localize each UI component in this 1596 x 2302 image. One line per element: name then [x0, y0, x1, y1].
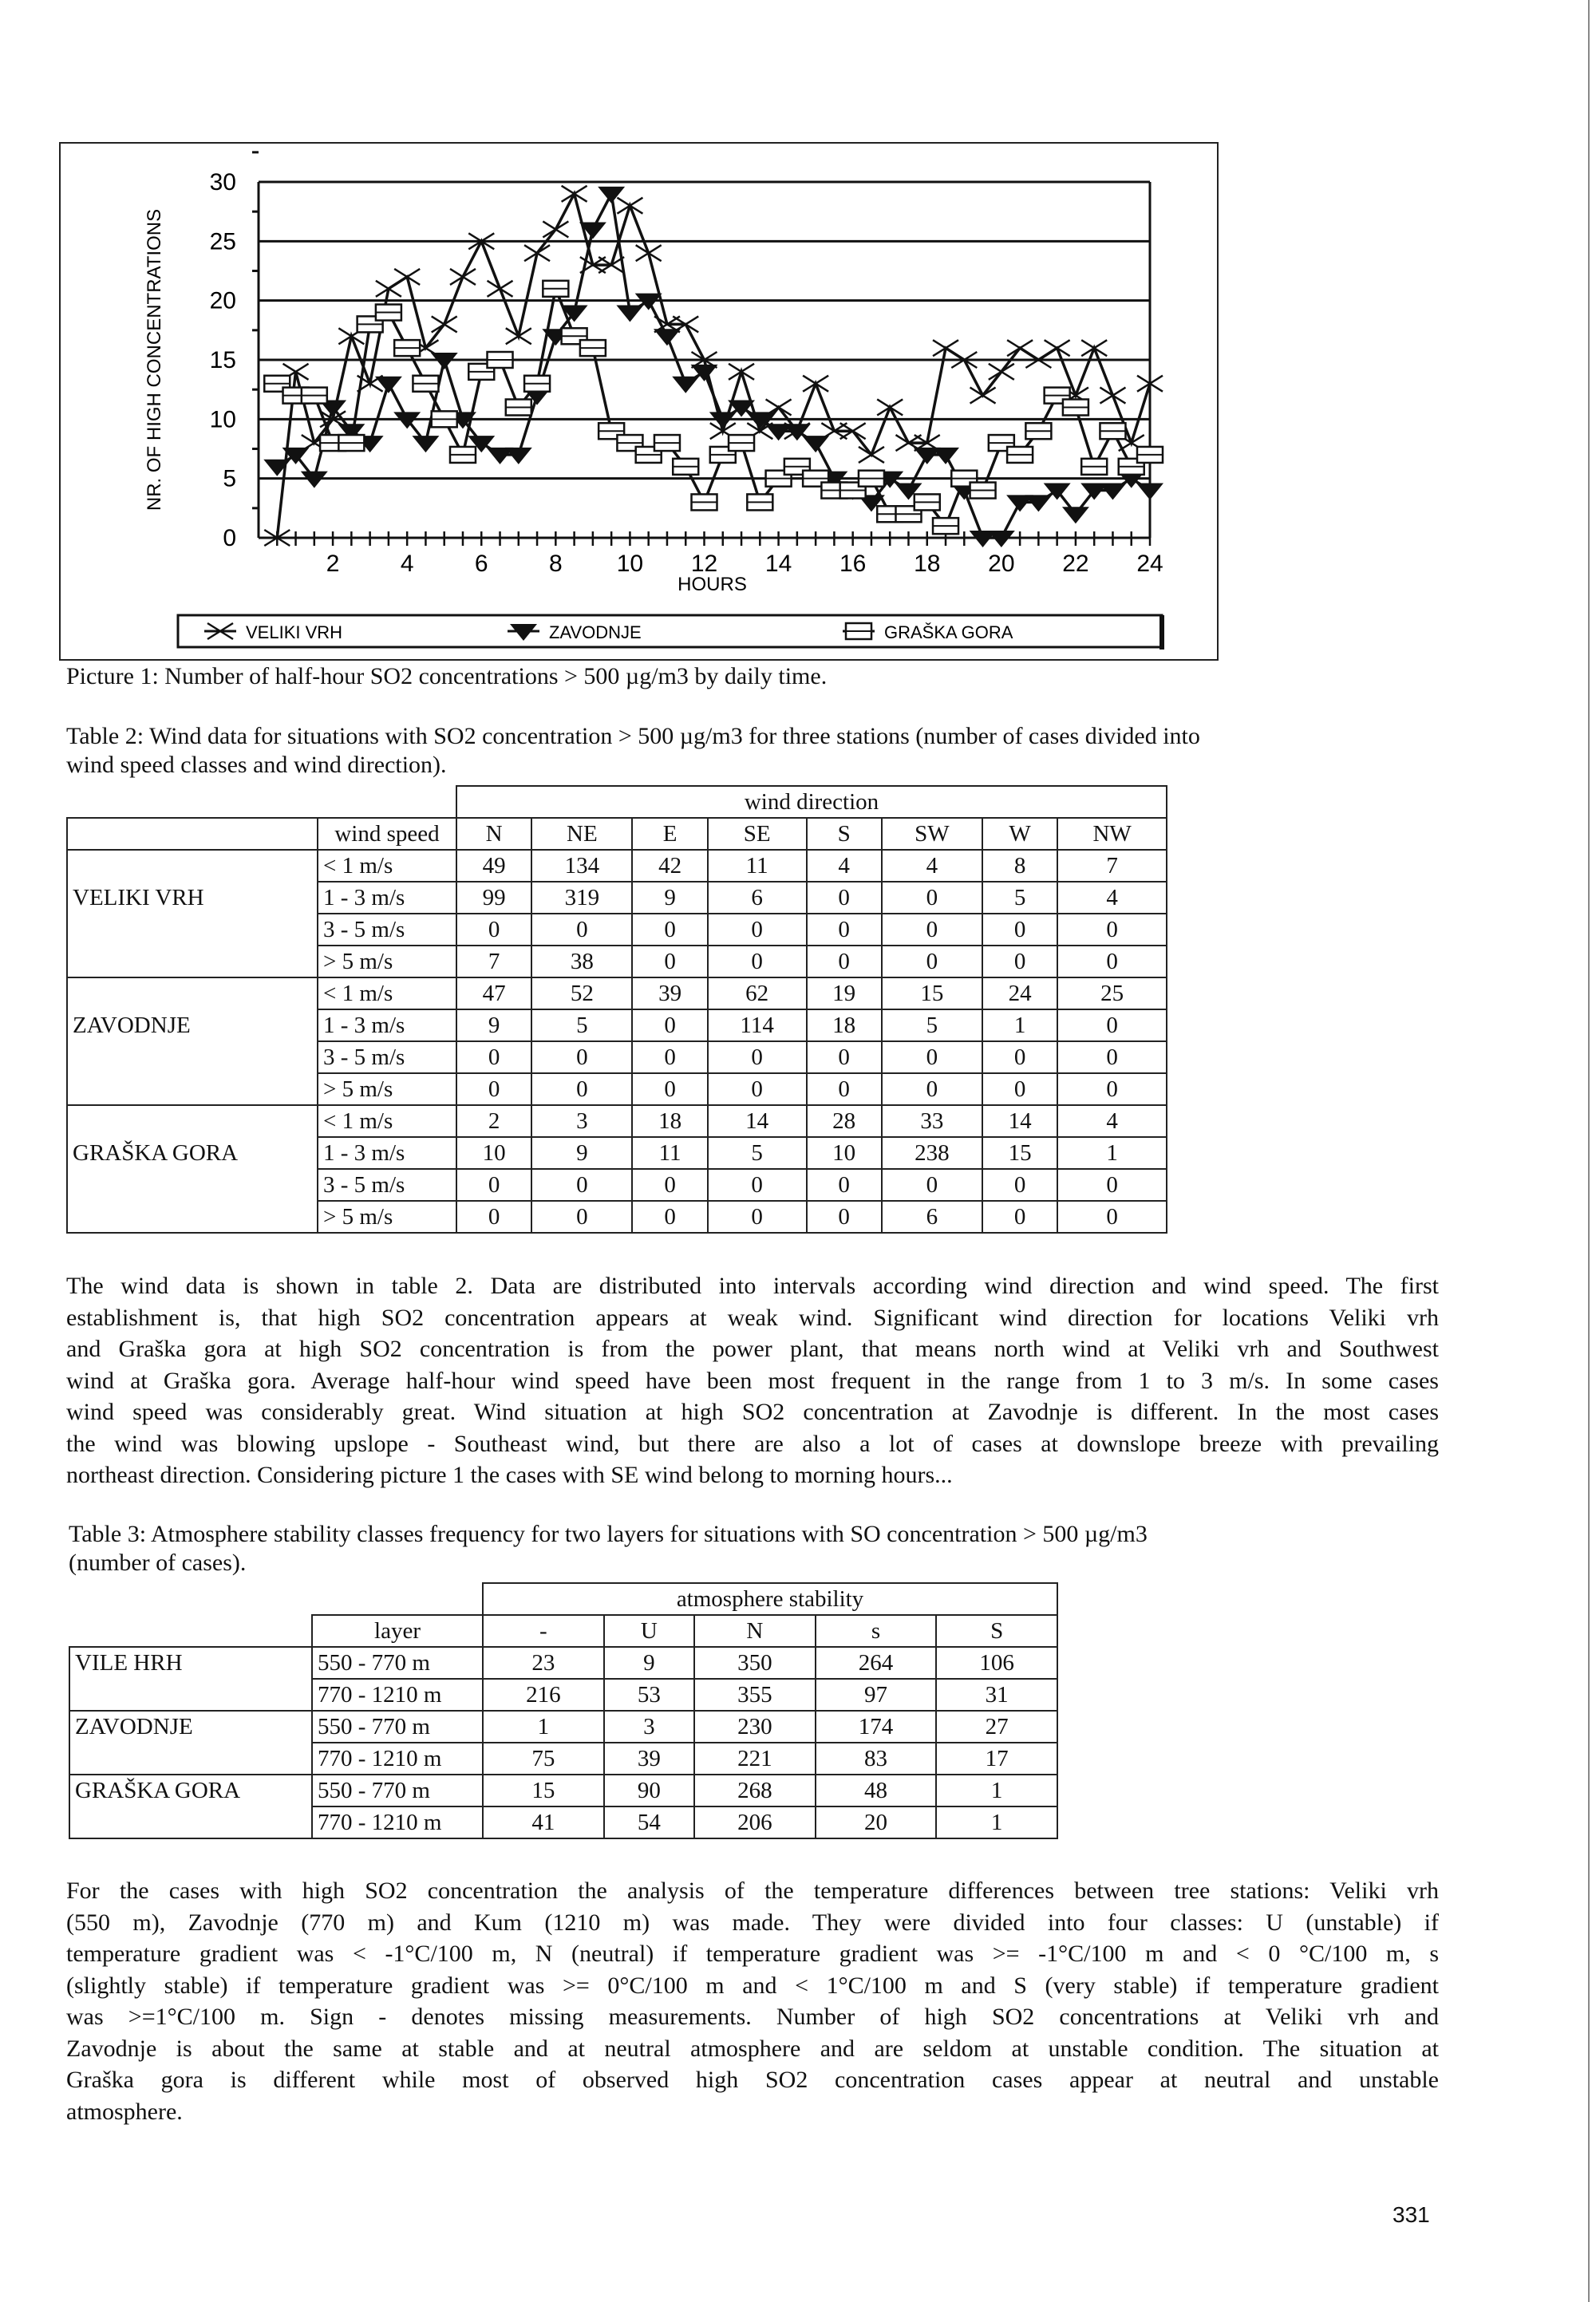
table-row [67, 977, 1167, 1009]
triangle-marker [263, 460, 290, 476]
layer-cell: 770 - 1210 m [312, 1679, 483, 1711]
triangle-marker [616, 306, 643, 322]
x-tick-label: 20 [988, 551, 1015, 577]
value-cell: 114 [708, 1009, 807, 1041]
value-cell: 52 [531, 977, 632, 1009]
value-cell: 1 [936, 1775, 1057, 1806]
wind-speed-cell: 1 - 3 m/s [318, 1137, 456, 1169]
x-marker [877, 399, 903, 415]
value-cell: 0 [708, 1041, 807, 1073]
column-header: N [694, 1615, 816, 1647]
value-cell: 134 [531, 850, 632, 882]
value-cell: 6 [708, 882, 807, 914]
table-row [69, 1647, 1057, 1679]
value-cell: 33 [882, 1105, 982, 1137]
table-row [67, 1009, 1167, 1041]
value-cell: 20 [816, 1806, 937, 1838]
table-row [67, 850, 1167, 882]
table-row [67, 1169, 1167, 1201]
column-header: SW [882, 818, 982, 850]
station-name: GRAŠKA GORA [69, 1775, 312, 1806]
y-tick-label: 25 [209, 228, 236, 255]
text-line: (550 m), Zavodnje (770 m) and Kum (1210 m) was made. They were divided into four classes: U (unstable) if [66, 1909, 1439, 1936]
value-cell: 3 [604, 1711, 694, 1743]
station-name [67, 977, 318, 1009]
x-marker [450, 269, 476, 285]
station-name: ZAVODNJE [67, 1009, 318, 1041]
x-marker [729, 364, 754, 380]
stability-table [69, 1582, 1058, 1839]
value-cell: 8 [982, 850, 1057, 882]
stability-discussion-paragraph [66, 1875, 1439, 2127]
text-line: and Graška gora at high SO2 concentration is from the power plant, that means north wind at Veliki vrh and Southwest [66, 1336, 1439, 1362]
value-cell: 0 [882, 1169, 982, 1201]
empty-cell [67, 786, 456, 818]
value-cell: 319 [531, 882, 632, 914]
value-cell: 0 [1057, 1009, 1167, 1041]
value-cell: 0 [708, 1169, 807, 1201]
x-marker [394, 269, 420, 285]
triangle-marker [672, 377, 699, 393]
value-cell: 0 [1057, 914, 1167, 946]
station-name [67, 850, 318, 882]
value-cell: 2 [456, 1105, 531, 1137]
station-name [69, 1743, 312, 1775]
value-cell: 0 [882, 882, 982, 914]
value-cell: 4 [1057, 1105, 1167, 1137]
value-cell: 0 [882, 1041, 982, 1073]
value-cell: 0 [531, 1201, 632, 1233]
station-name [67, 1105, 318, 1137]
value-cell: 0 [456, 1041, 531, 1073]
legend-label: ZAVODNJE [549, 622, 642, 642]
station-name [67, 1169, 318, 1201]
y-axis-label: NR. OF HIGH CONCENTRATIONS [144, 208, 165, 511]
station-name [69, 1679, 312, 1711]
value-cell: 0 [807, 1041, 882, 1073]
text-line: the wind was blowing upslope - Southeast wind, but there are also a lot of cases at downslope breeze with prevailing [66, 1430, 1439, 1457]
x-tick-label: 14 [764, 551, 792, 577]
x-axis-label: HOURS [678, 574, 747, 595]
x-tick-label: 22 [1062, 551, 1089, 577]
legend [178, 615, 1162, 650]
x-tick-label: 18 [914, 551, 941, 577]
triangle-marker [412, 436, 439, 452]
text-line: temperature gradient was < -1°C/100 m, N (neutral) if temperature gradient was >= -1°C/100 m and < 0 °C/100 m, s [66, 1941, 1439, 1967]
value-cell: 0 [882, 914, 982, 946]
wind-speed-cell: > 5 m/s [318, 1201, 456, 1233]
triangle-marker [802, 436, 829, 452]
text-line: (slightly stable) if temperature gradient was >= 0°C/100 m and < 1°C/100 m and S (very stable) if temperature gradient [66, 1972, 1439, 1999]
table3-caption-line: (number of cases). [69, 1550, 247, 1576]
x-tick-label: 8 [548, 551, 563, 577]
table-row [67, 1041, 1167, 1073]
legend-label: GRAŠKA GORA [884, 622, 1013, 642]
value-cell: 15 [483, 1775, 604, 1806]
x-marker [488, 281, 513, 297]
table3-caption-line: Table 3: Atmosphere stability classes frequency for two layers for situations with SO concentration > 500 µg/m3 [69, 1521, 1148, 1547]
text-line: atmosphere. [66, 2098, 183, 2125]
x-marker [859, 447, 884, 463]
x-marker [1045, 340, 1070, 356]
triangle-marker [654, 329, 681, 345]
value-cell: 0 [882, 946, 982, 977]
y-tick-label: 0 [223, 525, 236, 551]
value-cell: 0 [1057, 1041, 1167, 1073]
table-header-row [69, 1583, 1057, 1615]
y-tick-label: 30 [209, 169, 236, 195]
value-cell: 230 [694, 1711, 816, 1743]
value-cell: 0 [982, 1201, 1057, 1233]
triangle-marker [375, 377, 402, 393]
x-tick-label: 16 [839, 551, 867, 577]
x-marker [970, 388, 996, 404]
value-cell: 0 [807, 914, 882, 946]
group-header: atmosphere stability [483, 1583, 1057, 1615]
x-marker [432, 316, 457, 332]
value-cell: 0 [632, 1009, 707, 1041]
x-marker [543, 221, 568, 237]
column-header: N [456, 818, 531, 850]
column-header: U [604, 1615, 694, 1647]
value-cell: 83 [816, 1743, 937, 1775]
x-marker [636, 245, 662, 261]
value-cell: 106 [936, 1647, 1057, 1679]
table-row [69, 1743, 1057, 1775]
x-tick-label: 2 [326, 551, 340, 577]
picture-caption: Picture 1: Number of half-hour SO2 concentrations > 500 µg/m3 by daily time. [66, 663, 828, 689]
value-cell: 0 [531, 1073, 632, 1105]
scan-edge-line [1588, 0, 1590, 2302]
value-cell: 4 [882, 850, 982, 882]
table-row [69, 1806, 1057, 1838]
station-name: GRAŠKA GORA [67, 1137, 318, 1169]
value-cell: 25 [1057, 977, 1167, 1009]
x-marker [1100, 388, 1125, 404]
value-cell: 0 [632, 946, 707, 977]
value-cell: 47 [456, 977, 531, 1009]
layer-cell: 550 - 770 m [312, 1647, 483, 1679]
value-cell: 18 [632, 1105, 707, 1137]
value-cell: 0 [632, 914, 707, 946]
station-name: VILE HRH [69, 1647, 312, 1679]
y-tick-label: 15 [209, 347, 236, 373]
station-name [67, 946, 318, 977]
value-cell: 264 [816, 1647, 937, 1679]
value-cell: 38 [531, 946, 632, 977]
value-cell: 18 [807, 1009, 882, 1041]
value-cell: 9 [456, 1009, 531, 1041]
triangle-marker [1136, 484, 1163, 500]
value-cell: 0 [1057, 1201, 1167, 1233]
wind-speed-cell: 1 - 3 m/s [318, 882, 456, 914]
value-cell: 5 [708, 1137, 807, 1169]
wind-speed-cell: < 1 m/s [318, 850, 456, 882]
y-tick-label: 20 [209, 287, 236, 314]
legend-label: VELIKI VRH [246, 622, 343, 642]
value-cell: 0 [982, 1169, 1057, 1201]
value-cell: 0 [807, 1073, 882, 1105]
table-row [67, 946, 1167, 977]
value-cell: 0 [982, 946, 1057, 977]
value-cell: 0 [1057, 1073, 1167, 1105]
value-cell: 355 [694, 1679, 816, 1711]
x-tick-label: 24 [1136, 551, 1163, 577]
value-cell: 39 [632, 977, 707, 1009]
value-cell: 0 [632, 1041, 707, 1073]
wind-speed-cell: > 5 m/s [318, 1073, 456, 1105]
column-header: S [936, 1615, 1057, 1647]
table-row [67, 882, 1167, 914]
value-cell: 39 [604, 1743, 694, 1775]
x-marker [989, 364, 1014, 380]
table2-caption-line: wind speed classes and wind direction). [66, 752, 447, 778]
table-header-row [69, 1615, 1057, 1647]
column-header: S [807, 818, 882, 850]
triangle-marker [1062, 507, 1089, 523]
value-cell: 0 [982, 1041, 1057, 1073]
value-cell: 0 [882, 1073, 982, 1105]
text-line: northeast direction. Considering picture 1 the cases with SE wind belong to morning hours... [66, 1462, 953, 1488]
table-row [69, 1711, 1057, 1743]
value-cell: 0 [982, 914, 1057, 946]
empty-cell [67, 818, 318, 850]
value-cell: 49 [456, 850, 531, 882]
value-cell: 53 [604, 1679, 694, 1711]
wind-discussion-paragraph [66, 1270, 1439, 1491]
x-marker [617, 198, 642, 214]
value-cell: 0 [708, 1201, 807, 1233]
table2-caption-line: Table 2: Wind data for situations with SO2 concentration > 500 µg/m3 for three stations (number of cases divided into [66, 723, 1200, 749]
text-line: wind at Graška gora. Average half-hour wind speed have been most frequent in the range from 1 to 3 m/s. In some cases [66, 1367, 1439, 1394]
value-cell: 9 [632, 882, 707, 914]
text-line: Graška gora is different while most of observed high SO2 concentration cases appear at neutral and unstable [66, 2067, 1439, 2093]
layer-cell: 770 - 1210 m [312, 1806, 483, 1838]
value-cell: 24 [982, 977, 1057, 1009]
table-header-row [67, 818, 1167, 850]
value-cell: 1 [936, 1806, 1057, 1838]
value-cell: 0 [632, 1169, 707, 1201]
text-line: wind speed was considerably great. Wind situation at high SO2 concentration at Zavodnje is different. In the most cases [66, 1399, 1439, 1425]
table-row [69, 1775, 1057, 1806]
value-cell: 62 [708, 977, 807, 1009]
value-cell: 42 [632, 850, 707, 882]
value-cell: 5 [882, 1009, 982, 1041]
empty-cell [69, 1615, 312, 1647]
table2-caption [66, 722, 1200, 780]
wind-speed-cell: > 5 m/s [318, 946, 456, 977]
x-marker [1081, 340, 1107, 356]
text-line: establishment is, that high SO2 concentration appears at weak wind. Significant wind direction for locations Veliki vrh [66, 1304, 1439, 1331]
text-line: Zavodnje is about the same at stable and at neutral atmosphere and are seldom at unstable condition. The situation at [66, 2035, 1439, 2062]
table-header-row [67, 786, 1167, 818]
value-cell: 99 [456, 882, 531, 914]
station-name [67, 914, 318, 946]
page-number: 331 [1393, 2202, 1430, 2227]
value-cell: 5 [531, 1009, 632, 1041]
table-row [69, 1679, 1057, 1711]
value-cell: 0 [807, 882, 882, 914]
value-cell: 9 [604, 1647, 694, 1679]
value-cell: 14 [708, 1105, 807, 1137]
wind-speed-cell: 3 - 5 m/s [318, 1169, 456, 1201]
value-cell: 1 [1057, 1137, 1167, 1169]
value-cell: 0 [456, 1073, 531, 1105]
value-cell: 1 [483, 1711, 604, 1743]
value-cell: 90 [604, 1775, 694, 1806]
value-cell: 221 [694, 1743, 816, 1775]
table-row [67, 1073, 1167, 1105]
value-cell: 4 [807, 850, 882, 882]
value-cell: 11 [632, 1137, 707, 1169]
triangle-marker [393, 412, 421, 428]
value-cell: 48 [816, 1775, 937, 1806]
wind-speed-cell: 1 - 3 m/s [318, 1009, 456, 1041]
x-tick-label: 12 [690, 551, 718, 577]
station-name: ZAVODNJE [69, 1711, 312, 1743]
value-cell: 0 [531, 1041, 632, 1073]
series-line [277, 289, 1150, 526]
value-cell: 4 [1057, 882, 1167, 914]
value-cell: 0 [708, 946, 807, 977]
wind-speed-cell: 3 - 5 m/s [318, 914, 456, 946]
value-cell: 27 [936, 1711, 1057, 1743]
y-tick-label: 5 [223, 465, 236, 492]
wind-speed-cell: 3 - 5 m/s [318, 1041, 456, 1073]
wind-speed-cell: < 1 m/s [318, 977, 456, 1009]
value-cell: 0 [456, 1169, 531, 1201]
column-header: E [632, 818, 707, 850]
value-cell: 350 [694, 1647, 816, 1679]
value-cell: 11 [708, 850, 807, 882]
value-cell: 3 [531, 1105, 632, 1137]
group-header: wind direction [456, 786, 1167, 818]
station-name [67, 1041, 318, 1073]
value-cell: 0 [807, 1201, 882, 1233]
text-line: was >=1°C/100 m. Sign - denotes missing measurements. Number of high SO2 concentrations at Veliki vrh and [66, 2004, 1439, 2030]
station-name: VELIKI VRH [67, 882, 318, 914]
value-cell: 7 [1057, 850, 1167, 882]
column-header: W [982, 818, 1057, 850]
table-row [67, 1201, 1167, 1233]
station-name [67, 1201, 318, 1233]
value-cell: 174 [816, 1711, 937, 1743]
wind-speed-cell: < 1 m/s [318, 1105, 456, 1137]
column-header: s [816, 1615, 937, 1647]
value-cell: 0 [708, 914, 807, 946]
value-cell: 10 [456, 1137, 531, 1169]
value-cell: 0 [982, 1073, 1057, 1105]
value-cell: 15 [882, 977, 982, 1009]
value-cell: 0 [456, 914, 531, 946]
value-cell: 28 [807, 1105, 882, 1137]
column-header: SE [708, 818, 807, 850]
value-cell: 7 [456, 946, 531, 977]
value-cell: 0 [1057, 946, 1167, 977]
chart-figure [59, 142, 1219, 661]
layer-cell: 550 - 770 m [312, 1775, 483, 1806]
x-tick-label: 10 [616, 551, 644, 577]
table-row [67, 1105, 1167, 1137]
value-cell: 75 [483, 1743, 604, 1775]
layer-cell: 550 - 770 m [312, 1711, 483, 1743]
text-line: For the cases with high SO2 concentration the analysis of the temperature differences between tree stations: Veliki vrh [66, 1878, 1439, 1904]
value-cell: 0 [456, 1201, 531, 1233]
text-line: The wind data is shown in table 2. Data are distributed into intervals according wind direction and wind speed. The first [66, 1273, 1439, 1299]
table-row [67, 1137, 1167, 1169]
x-tick-label: 6 [474, 551, 488, 577]
value-cell: 0 [1057, 1169, 1167, 1201]
value-cell: 216 [483, 1679, 604, 1711]
column-header: layer [312, 1615, 483, 1647]
y-tick-label: 10 [209, 406, 236, 433]
x-marker [562, 186, 587, 202]
value-cell: 15 [982, 1137, 1057, 1169]
value-cell: 23 [483, 1647, 604, 1679]
column-header: NW [1057, 818, 1167, 850]
station-name [67, 1073, 318, 1105]
x-tick-label: 4 [400, 551, 414, 577]
value-cell: 14 [982, 1105, 1057, 1137]
line-chart [61, 144, 1220, 662]
value-cell: 97 [816, 1679, 937, 1711]
value-cell: 54 [604, 1806, 694, 1838]
table3-caption [69, 1520, 1148, 1577]
wind-data-table [66, 785, 1167, 1234]
value-cell: 0 [708, 1073, 807, 1105]
layer-cell: 770 - 1210 m [312, 1743, 483, 1775]
table-row [67, 914, 1167, 946]
value-cell: 31 [936, 1679, 1057, 1711]
value-cell: 9 [531, 1137, 632, 1169]
value-cell: 0 [632, 1201, 707, 1233]
value-cell: 10 [807, 1137, 882, 1169]
value-cell: 1 [982, 1009, 1057, 1041]
value-cell: 206 [694, 1806, 816, 1838]
value-cell: 41 [483, 1806, 604, 1838]
empty-cell [69, 1583, 483, 1615]
value-cell: 0 [531, 914, 632, 946]
column-header: wind speed [318, 818, 456, 850]
x-marker [803, 376, 828, 392]
legend-item [843, 622, 1013, 642]
value-cell: 19 [807, 977, 882, 1009]
value-cell: 6 [882, 1201, 982, 1233]
value-cell: 0 [807, 946, 882, 977]
value-cell: 268 [694, 1775, 816, 1806]
value-cell: 0 [807, 1169, 882, 1201]
value-cell: 17 [936, 1743, 1057, 1775]
column-header: - [483, 1615, 604, 1647]
value-cell: 0 [531, 1169, 632, 1201]
value-cell: 5 [982, 882, 1057, 914]
column-header: NE [531, 818, 632, 850]
value-cell: 238 [882, 1137, 982, 1169]
value-cell: 0 [632, 1073, 707, 1105]
station-name [69, 1806, 312, 1838]
